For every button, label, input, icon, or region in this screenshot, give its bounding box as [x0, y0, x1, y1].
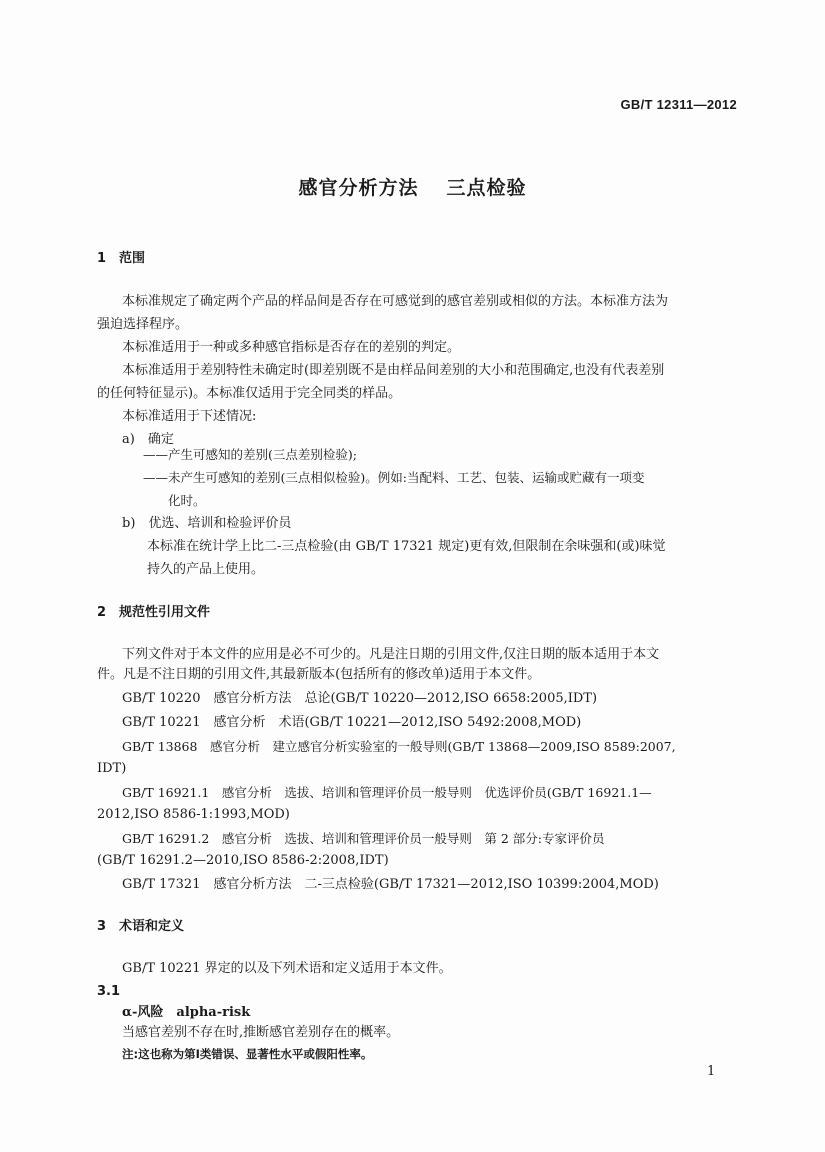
standard-code: GB/T 12311—2012	[620, 97, 737, 112]
section-1-heading: 1 范围	[97, 251, 146, 266]
sub-list-item: ——产生可感知的差别(三点差别检验);	[143, 447, 357, 462]
paragraph-line: 的任何特征显示)。本标准仅适用于完全同类的样品。	[97, 386, 402, 401]
paragraph-line: 本标准适用于下述情况:	[122, 409, 257, 424]
term-note: 注:这也称为第Ⅰ类错误、显著性水平或假阳性率。	[122, 1047, 373, 1061]
paragraph-line: 本标准在统计学上比二-三点检验(由 GB/T 17321 规定)更有效,但限制在余味强和(或)味觉	[147, 539, 666, 554]
sub-list-item: ——未产生可感知的差别(三点相似检验)。例如:当配料、工艺、包装、运输或贮藏有一项变	[143, 470, 645, 485]
list-item-a: a) 确定	[122, 432, 174, 447]
reference-item: GB/T 16291.2 感官分析 选拔、培训和管理评价员一般导则 第 2 部分:专家评价员	[122, 831, 605, 846]
title-part-1: 感官分析方法	[298, 177, 419, 199]
reference-item: GB/T 10221 感官分析 术语(GB/T 10221—2012,ISO 5492:2008,MOD)	[122, 715, 582, 730]
section-2-heading: 2 规范性引用文件	[97, 605, 211, 620]
reference-item: GB/T 10220 感官分析方法 总论(GB/T 10220—2012,ISO 6658:2005,IDT)	[122, 691, 598, 706]
reference-item-cont: (GB/T 16291.2—2010,ISO 8586-2:2008,IDT)	[97, 853, 389, 868]
list-item-b: b) 优选、培训和检验评价员	[122, 516, 292, 531]
term-definition: 当感官差别不存在时,推断感官差别存在的概率。	[122, 1025, 400, 1040]
paragraph-line: 本标准规定了确定两个产品的样品间是否存在可感觉到的感官差别或相似的方法。本标准方法为	[122, 294, 669, 309]
clause-number: 3.1	[97, 984, 121, 999]
paragraph-line: 强迫选择程序。	[97, 317, 189, 332]
reference-item: GB/T 17321 感官分析方法 二-三点检验(GB/T 17321—2012,ISO 10399:2004,MOD)	[122, 877, 659, 892]
title-part-2: 三点检验	[446, 177, 527, 199]
reference-item-cont: 2012,ISO 8586-1:1993,MOD)	[97, 807, 290, 822]
reference-item: GB/T 16921.1 感官分析 选拔、培训和管理评价员一般导则 优选评价员(GB/T 16921.1—	[122, 785, 652, 800]
sub-list-item-cont: 化时。	[168, 493, 206, 508]
section-3-intro: GB/T 10221 界定的以及下列术语和定义适用于本文件。	[122, 961, 452, 976]
reference-item-cont: IDT)	[97, 761, 127, 776]
page-number: 1	[707, 1064, 716, 1079]
paragraph-line: 件。凡是不注日期的引用文件,其最新版本(包括所有的修改单)适用于本文件。	[97, 667, 541, 682]
paragraph-line: 本标准适用于差别特性未确定时(即差别既不是由样品间差别的大小和范围确定,也没有代表差别	[122, 363, 665, 378]
section-3-heading: 3 术语和定义	[97, 919, 185, 934]
term-entry: α-风险 alpha-risk	[122, 1005, 251, 1020]
paragraph-line: 持久的产品上使用。	[147, 562, 265, 577]
reference-item: GB/T 13868 感官分析 建立感官分析实验室的一般导则(GB/T 13868—2009,ISO 8589:2007,	[122, 739, 676, 754]
document-title	[0, 173, 825, 200]
paragraph-line: 本标准适用于一种或多种感官指标是否存在的差别的判定。	[122, 340, 461, 355]
paragraph-line: 下列文件对于本文件的应用是必不可少的。凡是注日期的引用文件,仅注日期的版本适用于本文	[122, 647, 660, 662]
